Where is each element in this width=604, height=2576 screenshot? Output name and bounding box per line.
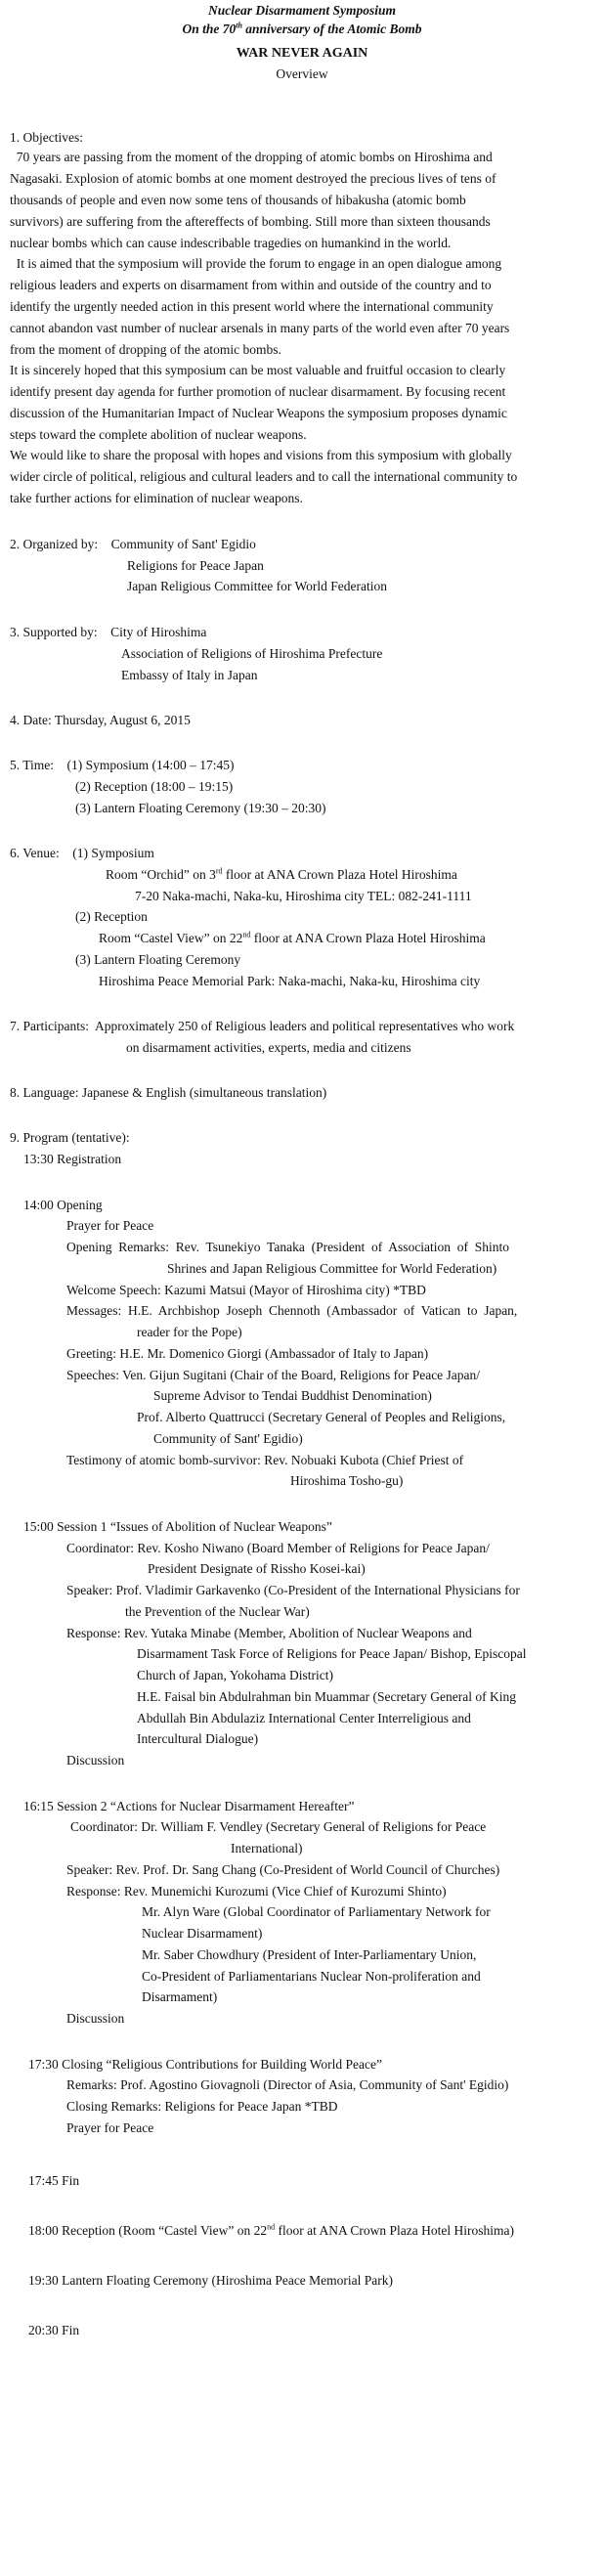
text-line: Shrines and Japan Religious Committee for World Federation) — [167, 1261, 497, 1276]
text-line: cannot abandon vast number of nuclear arsenals in many parts of the world even after 70 years — [10, 321, 510, 335]
text-line: 18:00 Reception (Room “Castel View” on 22nd floor at ANA Crown Plaza Hotel Hiroshima) — [28, 2222, 514, 2238]
text-line: (2) Reception (18:00 – 19:15) — [75, 779, 234, 794]
text-line: Mr. Alyn Ware (Global Coordinator of Parliamentary Network for — [142, 1904, 491, 1919]
text-line: 7. Participants: Approximately 250 of Religious leaders and political representatives who work — [10, 1019, 515, 1033]
text-line: Messages: H.E. Archbishop Joseph Chennoth (Ambassador of Vatican to Japan, — [66, 1303, 518, 1318]
text-line: Hiroshima Peace Memorial Park: Naka-machi, Naka-ku, Hiroshima city — [99, 974, 481, 988]
text-line: Mr. Saber Chowdhury (President of Inter-Parliamentary Union, — [142, 1947, 477, 1962]
text-line: We would like to share the proposal with hopes and visions from this symposium with globally — [10, 448, 512, 462]
text-line: 7-20 Naka-machi, Naka-ku, Hiroshima city TEL: 082-241-1111 — [135, 889, 472, 903]
symposium-title: Nuclear Disarmament Symposium — [207, 3, 397, 18]
text-line: Response: Rev. Yutaka Minabe (Member, Abolition of Nuclear Weapons and — [66, 1626, 472, 1640]
text-line: identify present day agenda for further promotion of nuclear disarmament. By focusing recent — [10, 384, 506, 399]
text-line: (2) Reception — [75, 909, 148, 924]
text-line: Discussion — [66, 1753, 125, 1768]
text-line: 9. Program (tentative): — [10, 1130, 130, 1145]
text-line: religious leaders and experts on disarmament from within and outside of the country and to — [10, 278, 492, 292]
text-line: 16:15 Session 2 “Actions for Nuclear Disarmament Hereafter” — [23, 1799, 355, 1813]
text-line: thousands of people and even now some tens of thousands of hibakusha (atomic bomb — [10, 193, 466, 207]
text-line: Discussion — [66, 2011, 125, 2026]
text-line: reader for the Pope) — [137, 1325, 242, 1339]
text-line: 3. Supported by: City of Hiroshima — [10, 625, 207, 639]
text-line: Testimony of atomic bomb-survivor: Rev. Nobuaki Kubota (Chief Priest of — [66, 1453, 464, 1467]
text-line: It is sincerely hoped that this symposium can be most valuable and fruitful occasion to clearly — [10, 363, 506, 377]
text-line: identify the urgently needed action in this present world where the international community — [10, 299, 494, 314]
text-line: Embassy of Italy in Japan — [121, 668, 258, 682]
text-line: Association of Religions of Hiroshima Prefecture — [121, 646, 383, 661]
text-line: (3) Lantern Floating Ceremony — [75, 952, 241, 967]
text-line: the Prevention of the Nuclear War) — [125, 1604, 310, 1619]
text-line: Prof. Alberto Quattrucci (Secretary General of Peoples and Religions, — [137, 1410, 506, 1424]
text-line: Room “Castel View” on 22nd floor at ANA Crown Plaza Hotel Hiroshima — [99, 930, 486, 945]
text-line: Co-President of Parliamentarians Nuclear Non-proliferation and — [142, 1969, 481, 1984]
text-line: (3) Lantern Floating Ceremony (19:30 – 20:30) — [75, 801, 326, 815]
text-line: Intercultural Dialogue) — [137, 1731, 259, 1746]
text-line: Nuclear Disarmament) — [142, 1926, 263, 1941]
text-line: Hiroshima Tosho-gu) — [290, 1473, 404, 1488]
text-line: 17:30 Closing “Religious Contributions for Building World Peace” — [28, 2057, 383, 2072]
text-line: 70 years are passing from the moment of the dropping of atomic bombs on Hiroshima and — [10, 150, 493, 164]
text-line: 1. Objectives: — [10, 130, 83, 145]
text-line: Japan Religious Committee for World Federation — [127, 579, 387, 593]
text-line: Speaker: Rev. Prof. Dr. Sang Chang (Co-President of World Council of Churches) — [66, 1862, 500, 1877]
text-line: 8. Language: Japanese & English (simultaneous translation) — [10, 1085, 327, 1100]
text-line: 13:30 Registration — [23, 1152, 122, 1166]
text-line: President Designate of Rissho Kosei-kai) — [148, 1561, 366, 1576]
text-line: Opening Remarks: Rev. Tsunekiyo Tanaka (President of Association of Shinto — [66, 1240, 510, 1254]
text-line: steps toward the complete abolition of nuclear weapons. — [10, 427, 307, 442]
text-line: 6. Venue: (1) Symposium — [10, 846, 154, 860]
text-line: Room “Orchid” on 3rd floor at ANA Crown Plaza Hotel Hiroshima — [106, 866, 457, 882]
text-line: nuclear bombs which can cause indescribable tragedies on humankind in the world. — [10, 236, 452, 250]
text-line: 5. Time: (1) Symposium (14:00 – 17:45) — [10, 758, 235, 772]
text-line: Disarmament) — [142, 1989, 218, 2004]
text-line: International) — [231, 1841, 303, 1856]
text-line: take further actions for elimination of nuclear weapons. — [10, 491, 303, 505]
document-heading: WAR NEVER AGAIN — [236, 46, 368, 61]
text-line: Supreme Advisor to Tendai Buddhist Denomination) — [153, 1388, 432, 1403]
text-line: Disarmament Task Force of Religions for Peace Japan/ Bishop, Episcopal — [137, 1646, 527, 1661]
text-line: Remarks: Prof. Agostino Giovagnoli (Director of Asia, Community of Sant' Egidio) — [66, 2077, 509, 2092]
text-line: Community of Sant' Egidio) — [153, 1431, 303, 1446]
text-line: wider circle of political, religious and cultural leaders and to call the international community to — [10, 469, 518, 484]
text-line: Welcome Speech: Kazumi Matsui (Mayor of Hiroshima city) *TBD — [66, 1283, 426, 1297]
text-line: on disarmament activities, experts, media and citizens — [126, 1040, 411, 1055]
text-line: Greeting: H.E. Mr. Domenico Giorgi (Ambassador of Italy to Japan) — [66, 1346, 429, 1361]
text-line: survivors) are suffering from the aftereffects of bombing. Still more than sixteen thousands — [10, 214, 491, 229]
text-line: Closing Remarks: Religions for Peace Japan *TBD — [66, 2099, 338, 2114]
text-line: 15:00 Session 1 “Issues of Abolition of Nuclear Weapons” — [23, 1519, 332, 1534]
document-subheading: Overview — [276, 66, 328, 81]
text-line: from the moment of dropping of the atomic bombs. — [10, 342, 281, 357]
text-line: discussion of the Humanitarian Impact of Nuclear Weapons the symposium proposes dynamic — [10, 406, 507, 420]
text-line: Nagasaki. Explosion of atomic bombs at one moment destroyed the precious lives of tens of — [10, 171, 496, 186]
text-line: Coordinator: Dr. William F. Vendley (Secretary General of Religions for Peace — [70, 1819, 487, 1834]
text-line: Religions for Peace Japan — [127, 558, 264, 573]
text-line: It is aimed that the symposium will provide the forum to engage in an open dialogue among — [10, 256, 502, 271]
text-line: Response: Rev. Munemichi Kurozumi (Vice Chief of Kurozumi Shinto) — [66, 1884, 447, 1899]
text-line: Church of Japan, Yokohama District) — [137, 1668, 333, 1682]
text-line: 2. Organized by: Community of Sant' Egidio — [10, 537, 256, 551]
text-line: Abdullah Bin Abdulaziz International Center Interreligious and — [137, 1711, 471, 1725]
symposium-subtitle: On the 70th anniversary of the Atomic Bomb — [182, 21, 422, 36]
text-line: Speeches: Ven. Gijun Sugitani (Chair of the Board, Religions for Peace Japan/ — [66, 1368, 481, 1382]
text-line: 4. Date: Thursday, August 6, 2015 — [10, 713, 191, 727]
text-line: 17:45 Fin — [28, 2173, 80, 2188]
text-line: H.E. Faisal bin Abdulrahman bin Muammar (Secretary General of King — [137, 1689, 517, 1704]
text-line: Prayer for Peace — [66, 1218, 154, 1233]
text-line: Coordinator: Rev. Kosho Niwano (Board Member of Religions for Peace Japan/ — [66, 1541, 490, 1555]
text-line: 14:00 Opening — [23, 1198, 103, 1212]
text-line: Prayer for Peace — [66, 2120, 154, 2135]
text-line: 20:30 Fin — [28, 2323, 80, 2337]
text-line: 19:30 Lantern Floating Ceremony (Hiroshima Peace Memorial Park) — [28, 2273, 394, 2288]
text-line: Speaker: Prof. Vladimir Garkavenko (Co-President of the International Physicians for — [66, 1583, 520, 1597]
